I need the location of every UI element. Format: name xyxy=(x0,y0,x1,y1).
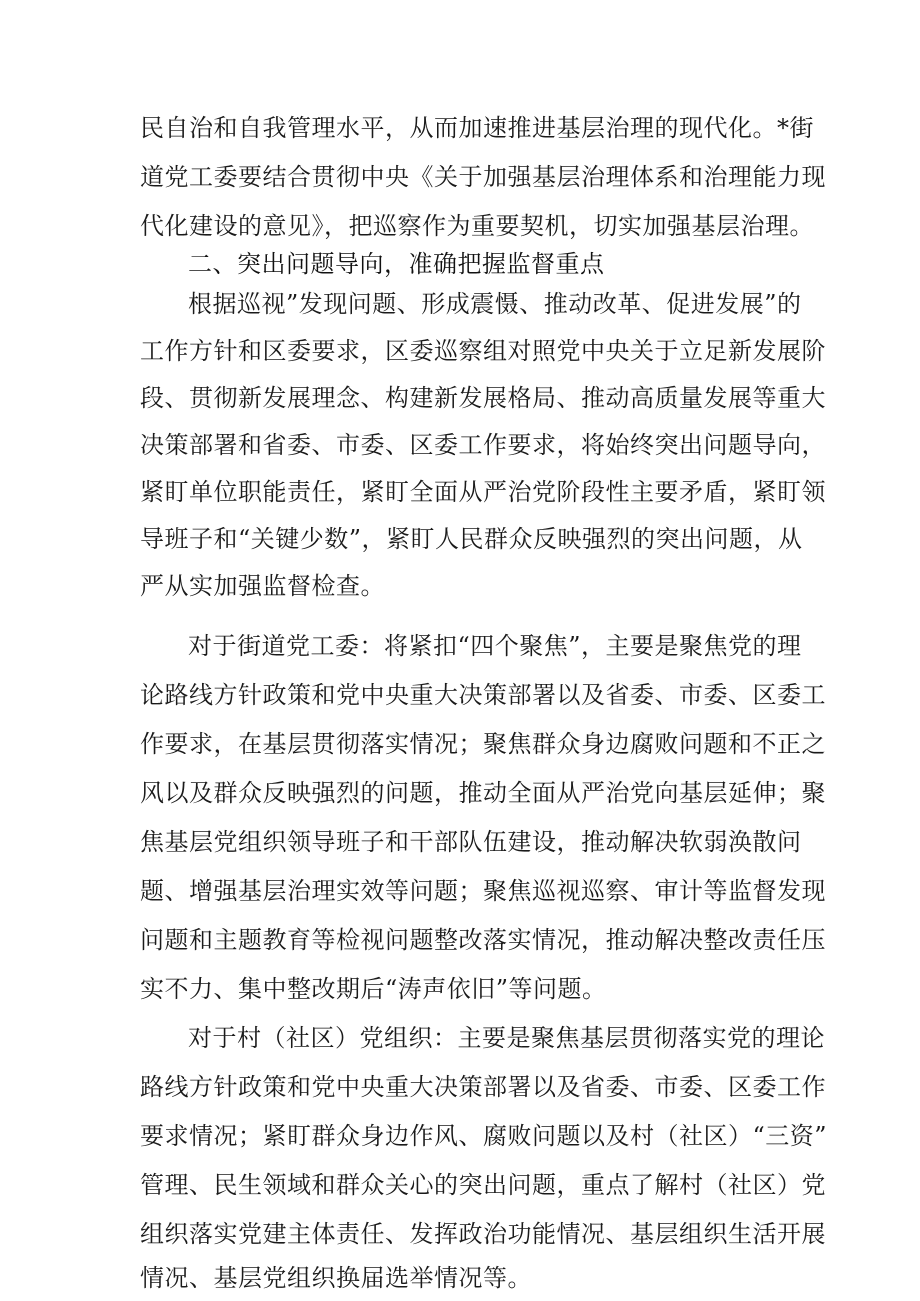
text-line: 道党工委要结合贯彻中央《关于加强基层治理体系和治理能力现 xyxy=(140,163,826,191)
text-line: 题、增强基层治理实效等问题；聚焦巡视巡察、审计等监督发现 xyxy=(140,877,826,905)
text-line: 段、贯彻新发展理念、构建新发展格局、推动高质量发展等重大 xyxy=(140,384,826,412)
text-line: 紧盯单位职能责任，紧盯全面从严治党阶段性主要矛盾，紧盯领 xyxy=(140,478,826,506)
text-line: 要求情况；紧盯群众身边作风、腐败问题以及村（社区）“三资” xyxy=(140,1122,828,1150)
text-line: 根据巡视”发现问题、形成震慑、推动改革、促进发展”的 xyxy=(188,290,802,318)
text-line: 路线方针政策和党中央重大决策部署以及省委、市委、区委工作 xyxy=(140,1073,826,1101)
text-line: 决策部署和省委、市委、区委工作要求，将始终突出问题导向， xyxy=(140,431,826,459)
text-line: 情况、基层党组织换届选举情况等。 xyxy=(140,1264,532,1292)
text-line: 作要求，在基层贯彻落实情况；聚焦群众身边腐败问题和不正之 xyxy=(140,730,826,758)
text-line: 民自治和自我管理水平，从而加速推进基层治理的现代化。*街 xyxy=(140,114,814,142)
text-line: 对于街道党工委：将紧扣“四个聚焦”，主要是聚焦党的理 xyxy=(188,632,802,660)
text-line: 导班子和“关键少数”，紧盯人民群众反映强烈的突出问题，从 xyxy=(140,525,803,553)
text-line: 严从实加强监督检查。 xyxy=(140,572,385,600)
text-line: 管理、民生领域和群众关心的突出问题，重点了解村（社区）党 xyxy=(140,1171,826,1199)
section-heading: 二、突出问题导向，准确把握监督重点 xyxy=(188,250,605,278)
text-line: 实不力、集中整改期后“涛声依旧”等问题。 xyxy=(140,975,607,1003)
text-line: 问题和主题教育等检视问题整改落实情况，推动解决整改责任压 xyxy=(140,926,826,954)
text-line: 对于村（社区）党组织：主要是聚焦基层贯彻落实党的理论 xyxy=(188,1024,825,1052)
text-line: 风以及群众反映强烈的问题，推动全面从严治党向基层延伸；聚 xyxy=(140,779,826,807)
text-line: 论路线方针政策和党中央重大决策部署以及省委、市委、区委工 xyxy=(140,681,826,709)
text-line: 焦基层党组织领导班子和干部队伍建设，推动解决软弱涣散问 xyxy=(140,828,802,856)
text-line: 组织落实党建主体责任、发挥政治功能情况、基层组织生活开展 xyxy=(140,1220,826,1248)
text-line: 工作方针和区委要求，区委巡察组对照党中央关于立足新发展阶 xyxy=(140,337,826,365)
text-line: 代化建设的意见》，把巡察作为重要契机，切实加强基层治理。 xyxy=(140,212,814,240)
